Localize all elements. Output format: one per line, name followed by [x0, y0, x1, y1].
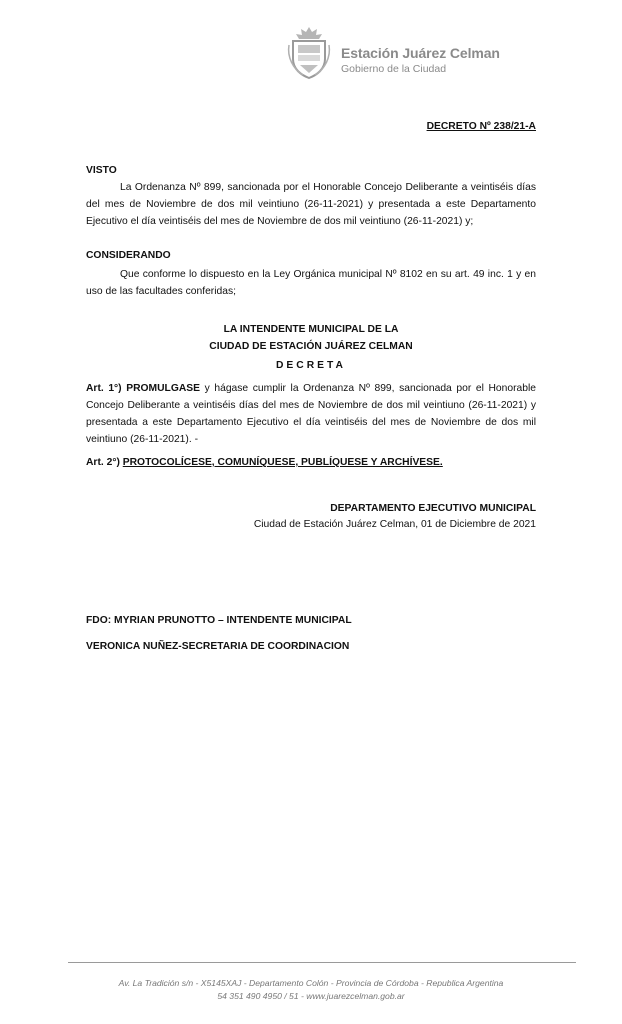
letterhead	[285, 25, 515, 85]
article-1-text: y hágase cumplir la Ordenanza Nº 899, sancionada por el Honorable Concejo Deliberante a veintiséis días del mes de Noviembre de dos mil veintiuno (26-11-2021) y presentada a este Departamento Ejecutivo el día veintiséis del mes de Noviembre de dos mil veintiuno (26-11-2021). -	[86, 383, 536, 445]
considerando-text: Que conforme lo dispuesto en la Ley Orgánica municipal Nº 8102 en su art. 49 inc. 1 y en uso de las facultades conferidas;	[86, 269, 536, 297]
letterhead-subtitle: Gobierno de la Ciudad	[341, 63, 447, 75]
visto-text: La Ordenanza Nº 899, sancionada por el Honorable Concejo Deliberante a veintiséis días del mes de Noviembre de dos mil veintiuno (26-11-2021) y presentada a este Departamento Ejecutivo el día veintiséis del mes de Noviembre de dos mil veintiuno (26-11-2021) y;	[86, 182, 536, 227]
article-1	[86, 380, 536, 448]
authority-line-1: LA INTENDENTE MUNICIPAL DE LA	[223, 324, 399, 335]
article-2-label: Art. 2°)	[86, 457, 120, 468]
considerando-heading: CONSIDERANDO	[86, 250, 171, 261]
article-2-keyword: PROTOCOLÍCESE, COMUNÍQUESE, PUBLÍQUESE Y ARCHÍVESE.	[122, 457, 443, 468]
decreta-heading: DECRETA	[275, 360, 346, 371]
visto-heading: VISTO	[86, 165, 117, 176]
signature-department: DEPARTAMENTO EJECUTIVO MUNICIPAL	[330, 503, 536, 514]
signature-place-date: Ciudad de Estación Juárez Celman, 01 de Diciembre de 2021	[253, 519, 536, 530]
article-1-keyword: PROMULGASE	[126, 383, 201, 394]
letterhead-name: Estación Juárez Celman	[341, 45, 500, 61]
signatory-line-1: FDO: MYRIAN PRUNOTTO – INTENDENTE MUNICIPAL	[86, 615, 352, 626]
decree-number: DECRETO Nº 238/21-A	[426, 121, 536, 132]
footer-address: Av. La Tradición s/n - X5145XAJ - Departamento Colón - Provincia de Córdoba - Republica Argentina	[118, 978, 504, 988]
article-1-label: Art. 1°)	[86, 383, 122, 394]
signatory-line-2: VERONICA NUÑEZ-SECRETARIA DE COORDINACION	[86, 641, 350, 652]
authority-line-2: CIUDAD DE ESTACIÓN JUÁREZ CELMAN	[209, 341, 413, 352]
footer-divider	[68, 962, 576, 963]
article-2	[86, 454, 536, 471]
footer-contact: 54 351 490 4950 / 51 - www.juarezcelman.gob.ar	[217, 991, 405, 1001]
city-seal-icon	[285, 25, 333, 81]
